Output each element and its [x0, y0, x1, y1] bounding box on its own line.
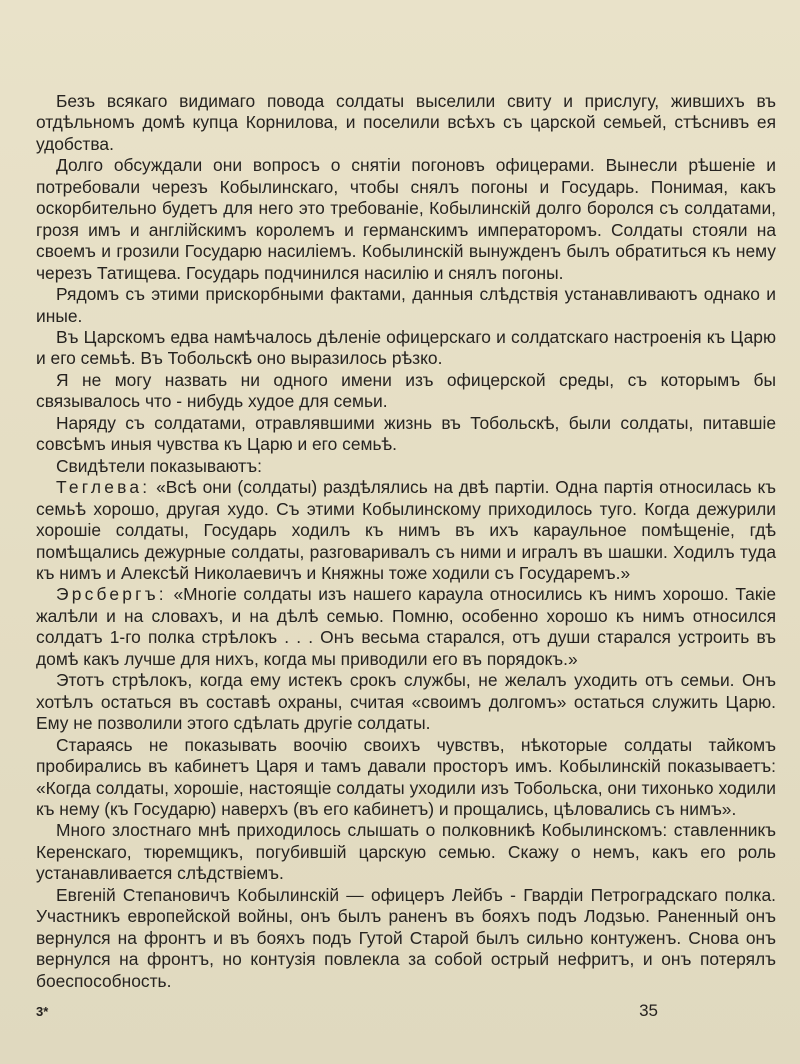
paragraph: Рядомъ съ этими прискорбными фактами, данныя слѣдствія устанавливаютъ однако и иные. — [36, 284, 776, 326]
printer-signature-mark: 3* — [36, 1004, 49, 1019]
witness-name: Теглева: — [56, 477, 151, 498]
witness-name: Эрсбергъ: — [56, 584, 167, 605]
page-number: 35 — [639, 1001, 658, 1020]
page-footer — [36, 1001, 658, 1021]
paragraph: Свидѣтели показываютъ: — [56, 455, 262, 476]
paragraph: Наряду съ солдатами, отравлявшими жизнь въ Тобольскѣ, были солдаты, питавшіе совсѣмъ иныя чувства къ Царю и его семьѣ. — [36, 412, 776, 455]
paragraph: Долго обсуждали они вопросъ о снятіи погоновъ офицерами. Вынесли рѣшеніе и потребовали черезъ Кобылинскаго, чтобы снялъ погоны и Государь. Понимая, какъ оскорбительно будетъ для него это требованіе, Кобылинскій долго боролся съ солдатами, грозя имъ и англійскимъ королемъ и германскимъ императоромъ. Солдаты стояли на своемъ и грозили Государю насиліемъ. Кобылинскій вынужденъ былъ обратиться къ нему черезъ Татищева. Государь подчинился насилію и снялъ погоны. — [36, 155, 776, 283]
testimony-paragraph: Теглева: «Всѣ они (солдаты) раздѣлялись на двѣ партіи. Одна партія относилась къ семьѣ хорошо, другая худо. Съ этими Кобылинскому приходилось туго. Когда дежурили хорошіе солдаты, Государь ходилъ къ нимъ въ ихъ караульное помѣщеніе, гдѣ помѣщались дежурные солдаты, разговаривалъ съ ними и игралъ въ шашки. Ходилъ туда къ нимъ и Алексѣй Николаевичъ и Княжны тоже ходили съ Государемъ.» — [36, 477, 776, 583]
paragraph: Этотъ стрѣлокъ, когда ему истекъ срокъ службы, не желалъ уходить отъ семьи. Онъ хотѣлъ остаться въ составѣ охраны, считая «своимъ долгомъ» остаться служить Царю. Ему не позволили этого сдѣлать другіе солдаты. — [36, 670, 776, 734]
paragraph: Въ Царскомъ едва намѣчалось дѣленіе офицерскаго и солдатскаго настроенія къ Царю и его семьѣ. Въ Тобольскѣ оно выразилось рѣзко. — [36, 326, 776, 369]
testimony-paragraph: Эрсбергъ: «Многіе солдаты изъ нашего караула относились къ нимъ хорошо. Такіе жалѣли и на словахъ, и на дѣлѣ семью. Помню, особенно хорошо къ нимъ относился солдатъ 1-го полка стрѣлокъ . . . Онъ весьма старался, отъ души старался устроить въ домѣ какъ лучше для нихъ, когда мы приводили его въ порядокъ.» — [36, 584, 776, 669]
page-body-text — [36, 91, 776, 992]
paragraph: Много злостнаго мнѣ приходилось слышать о полковникѣ Кобылинскомъ: ставленникъ Керенскаго, тюремщикъ, погубившій царскую семью. Скажу о немъ, какъ его роль устанавливается слѣдствіемъ. — [36, 820, 776, 884]
paragraph: Я не могу назвать ни одного имени изъ офицерской среды, съ которымъ бы связывалось что - нибудь худое для семьи. — [36, 369, 776, 412]
paragraph: Стараясь не показывать воочію своихъ чувствъ, нѣкоторые солдаты тайкомъ пробирались въ кабинетъ Царя и тамъ давали просторъ имъ. Кобылинскій показываетъ: «Когда солдаты, хорошіе, настоящіе солдаты уходили изъ Тобольска, они тихонько ходили къ нему (къ Государю) наверхъ (въ его кабинетъ) и прощались, цѣловались съ нимъ». — [36, 734, 776, 819]
paragraph: Безъ всякаго видимаго повода солдаты выселили свиту и прислугу, жившихъ въ отдѣльномъ домѣ купца Корнилова, и поселили всѣхъ съ царской семьей, стѣснивъ ея удобства. — [36, 91, 776, 154]
paragraph: Евгеній Степановичъ Кобылинскій — офицеръ Лейбъ - Гвардіи Петроградскаго полка. Участникъ европейской войны, онъ былъ раненъ въ бояхъ подъ Лодзью. Раненный онъ вернулся на фронтъ и въ бояхъ подъ Гутой Старой былъ сильно контуженъ. Снова онъ вернулся на фронтъ, но контузія повлекла за собой острый нефритъ, и онъ потерялъ боеспособность. — [36, 884, 776, 991]
